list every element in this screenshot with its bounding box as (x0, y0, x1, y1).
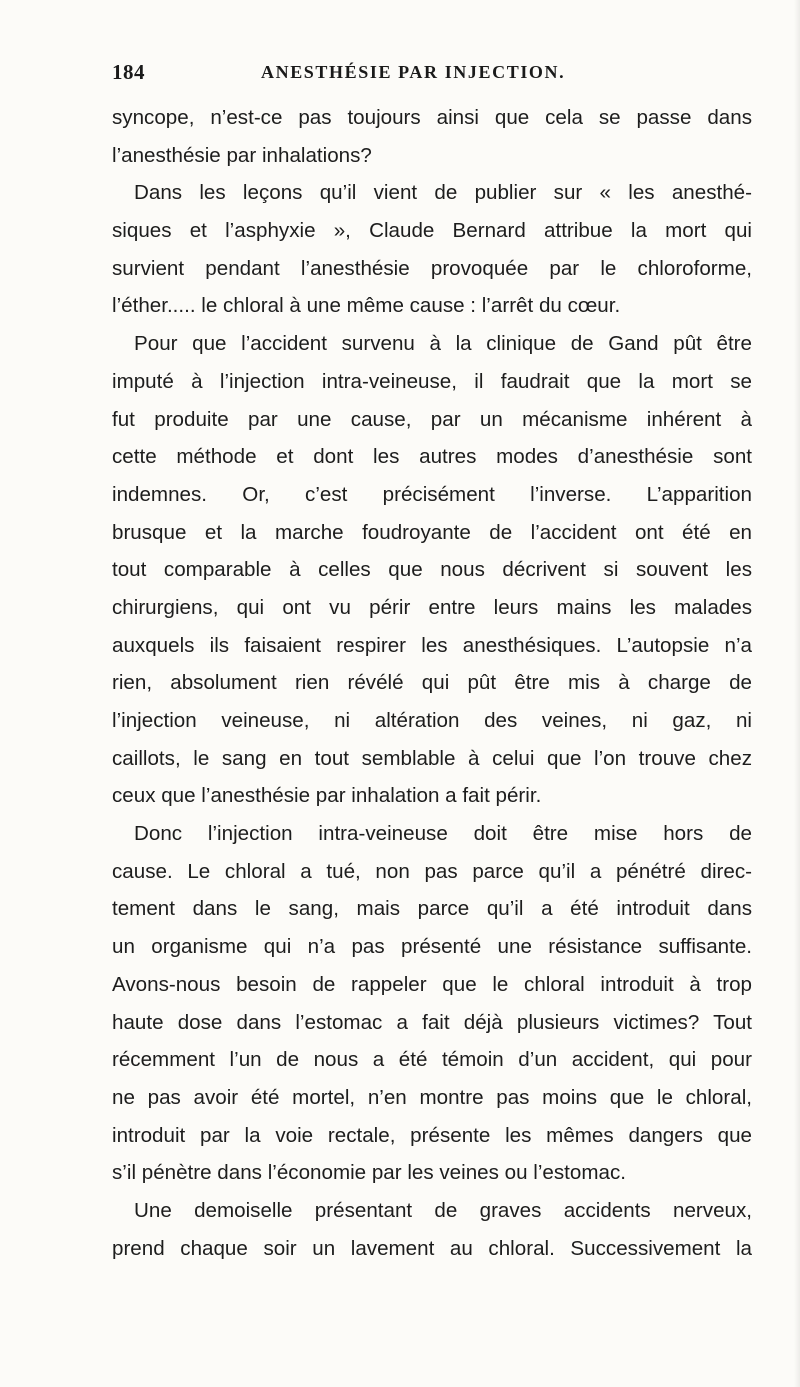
text-line: tement dans le sang, mais parce qu’il a été introduit dans (112, 897, 752, 921)
paragraph (112, 815, 752, 1192)
paragraph (112, 174, 752, 325)
text-line: l’éther..... le chloral à une même cause : l’arrêt du cœur. (112, 294, 621, 318)
text-line: un organisme qui n’a pas présenté une résistance suffisante. (112, 935, 752, 959)
text-line: prend chaque soir un lavement au chloral. Successivement la (112, 1236, 752, 1260)
text-line: haute dose dans l’estomac a fait déjà plusieurs victimes? Tout (112, 1010, 752, 1034)
text-line: cette méthode et dont les autres modes d’anesthésie sont (112, 445, 752, 469)
paragraph (112, 325, 752, 815)
text-line: l’anesthésie par inhalations? (112, 143, 372, 167)
text-line: Pour que l’accident survenu à la clinique de Gand pût être (134, 332, 752, 356)
text-line: Dans les leçons qu’il vient de publier sur « les anesthé- (134, 181, 752, 205)
text-line: auxquels ils faisaient respirer les anesthésiques. L’autopsie n’a (112, 633, 752, 657)
body-text (112, 99, 752, 1267)
page-edge-shadow (794, 0, 800, 1387)
text-line: l’injection veineuse, ni altération des veines, ni gaz, ni (112, 709, 752, 732)
page-header (112, 60, 752, 90)
text-line: siques et l’asphyxie », Claude Bernard attribue la mort qui (112, 219, 752, 243)
text-line: fut produite par une cause, par un mécanisme inhérent à (112, 407, 752, 431)
running-title: ANESTHÉSIE PAR INJECTION. (261, 62, 566, 82)
text-line: tout comparable à celles que nous décrivent si souvent les (112, 558, 752, 582)
text-line: imputé à l’injection intra-veineuse, il faudrait que la mort se (112, 369, 752, 393)
text-line: indemnes. Or, c’est précisément l’inverse. L’apparition (112, 482, 752, 506)
paragraph (112, 99, 752, 174)
text-line: cause. Le chloral a tué, non pas parce qu’il a pénétré direc- (112, 859, 752, 883)
page-number: 184 (112, 60, 145, 84)
text-line: Donc l’injection intra-veineuse doit être mise hors de (134, 822, 752, 846)
text-line: ne pas avoir été mortel, n’en montre pas moins que le chloral, (112, 1085, 752, 1109)
text-line: survient pendant l’anesthésie provoquée par le chloroforme, (112, 256, 752, 280)
text-line: chirurgiens, qui ont vu périr entre leurs mains les malades (112, 595, 752, 619)
text-line: ceux que l’anesthésie par inhalation a fait périr. (112, 784, 542, 808)
text-line: s’il pénètre dans l’économie par les veines ou l’estomac. (112, 1161, 626, 1185)
text-line: Une demoiselle présentant de graves accidents nerveux, (134, 1198, 752, 1222)
text-line: récemment l’un de nous a été témoin d’un accident, qui pour (112, 1048, 752, 1072)
text-line: Avons-nous besoin de rappeler que le chloral introduit à trop (112, 972, 752, 996)
text-line: caillots, le sang en tout semblable à celui que l’on trouve chez (112, 746, 752, 770)
text-line: syncope, n’est-ce pas toujours ainsi que cela se passe dans (112, 106, 752, 129)
paragraph (112, 1192, 752, 1267)
text-line: brusque et la marche foudroyante de l’accident ont été en (112, 520, 752, 544)
text-line: introduit par la voie rectale, présente les mêmes dangers que (112, 1123, 752, 1147)
text-line: rien, absolument rien révélé qui pût être mis à charge de (112, 671, 752, 695)
